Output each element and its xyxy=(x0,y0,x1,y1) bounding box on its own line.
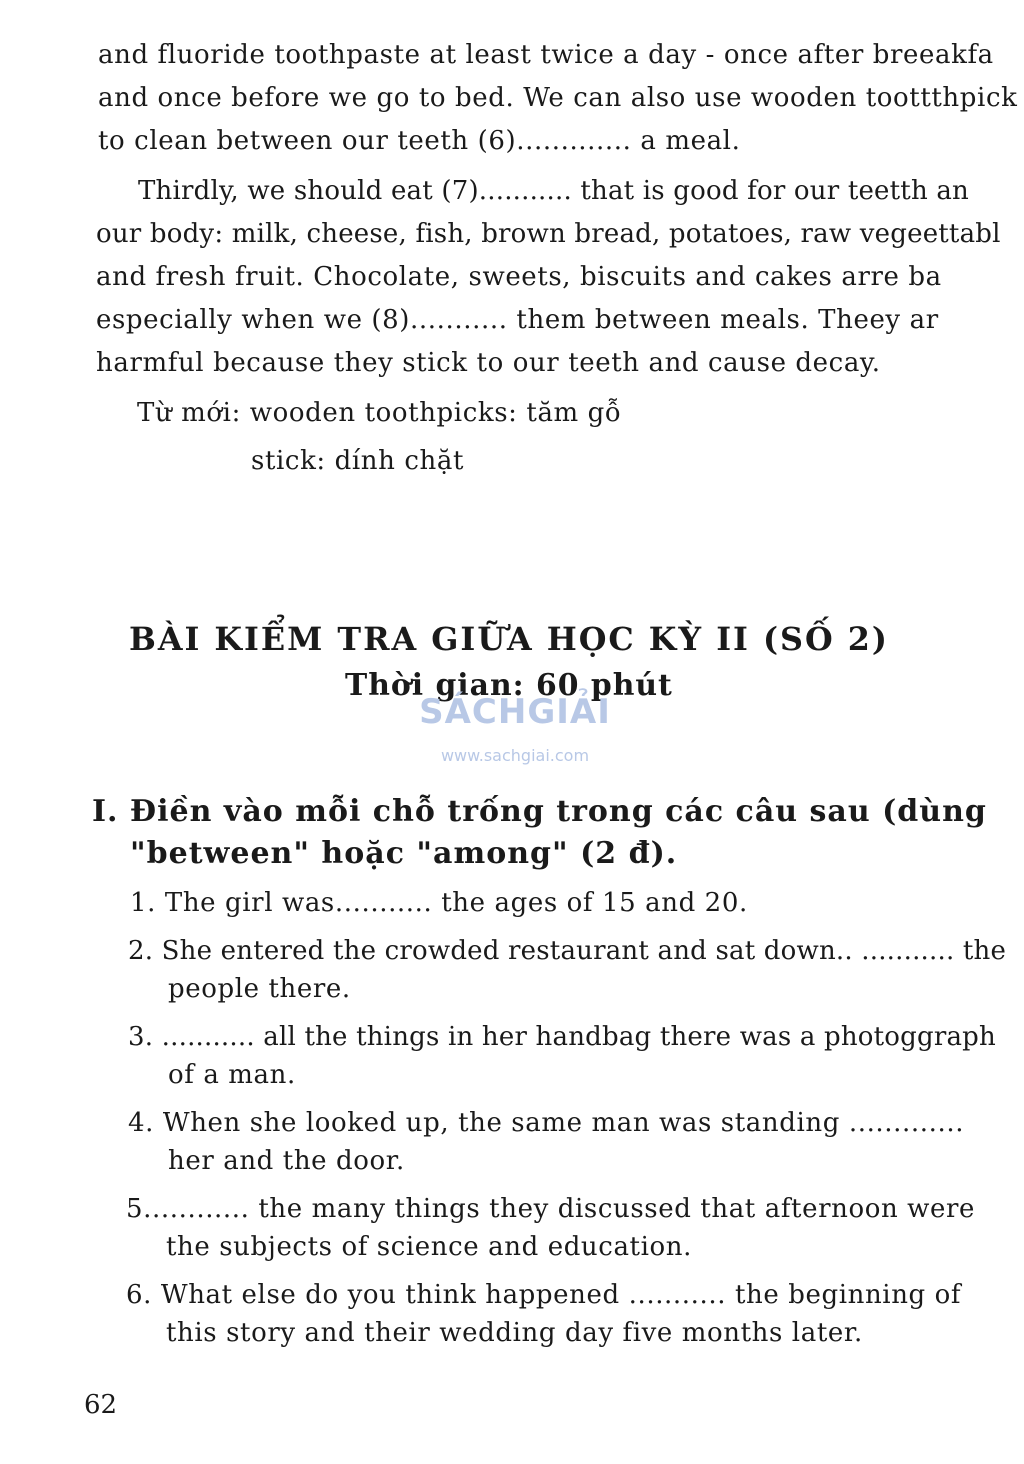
question-item: 1. The girl was........... the ages of 15 and 20. xyxy=(130,888,748,918)
reading-line: especially when we (8)........... them between meals. Theey ar xyxy=(96,305,939,335)
section-heading: I. Điền vào mỗi chỗ trống trong các câu sau (dùng xyxy=(92,794,987,829)
question-item: 4. When she looked up, the same man was standing ............. xyxy=(128,1108,965,1138)
question-item: 5............ the many things they discussed that afternoon were xyxy=(126,1194,976,1224)
watermark-url: www.sachgiai.com xyxy=(440,746,590,765)
watermark xyxy=(410,692,620,782)
reading-line: our body: milk, cheese, fish, brown bread, potatoes, raw vegeettabl xyxy=(96,219,1001,249)
exam-time: Thời gian: 60 phút xyxy=(345,668,673,703)
question-item: 6. What else do you think happened ........... the beginning of xyxy=(126,1280,962,1310)
question-item-continuation: her and the door. xyxy=(168,1146,405,1176)
reading-line: to clean between our teeth (6)............. a meal. xyxy=(98,126,741,156)
question-item-continuation: this story and their wedding day five months later. xyxy=(166,1318,863,1348)
question-item-continuation: of a man. xyxy=(168,1060,296,1090)
reading-line: and once before we go to bed. We can also use wooden toottthpick xyxy=(98,83,1018,113)
reading-line: and fluoride toothpaste at least twice a day - once after breeakfa xyxy=(98,40,994,70)
question-item: 2. She entered the crowded restaurant and sat down.. ........... the xyxy=(128,936,1007,966)
question-item: 3. ........... all the things in her handbag there was a photoggraph xyxy=(128,1022,996,1052)
vocab-line: stick: dính chặt xyxy=(251,446,465,476)
vocab-line: Từ mới: wooden toothpicks: tăm gỗ xyxy=(137,398,622,428)
question-item-continuation: people there. xyxy=(168,974,351,1004)
section-heading: "between" hoặc "among" (2 đ). xyxy=(130,836,678,871)
reading-line: Thirdly, we should eat (7)........... that is good for our teetth an xyxy=(138,176,970,206)
exam-title: BÀI KIỂM TRA GIỮA HỌC KỲ II (SỐ 2) xyxy=(128,620,889,658)
reading-line: and fresh fruit. Chocolate, sweets, biscuits and cakes arre ba xyxy=(96,262,942,292)
watermark-logo: SÁCHGIẢI xyxy=(419,692,611,732)
reading-line: harmful because they stick to our teeth and cause decay. xyxy=(96,348,881,378)
page-number: 62 xyxy=(84,1390,118,1420)
question-item-continuation: the subjects of science and education. xyxy=(166,1232,692,1262)
